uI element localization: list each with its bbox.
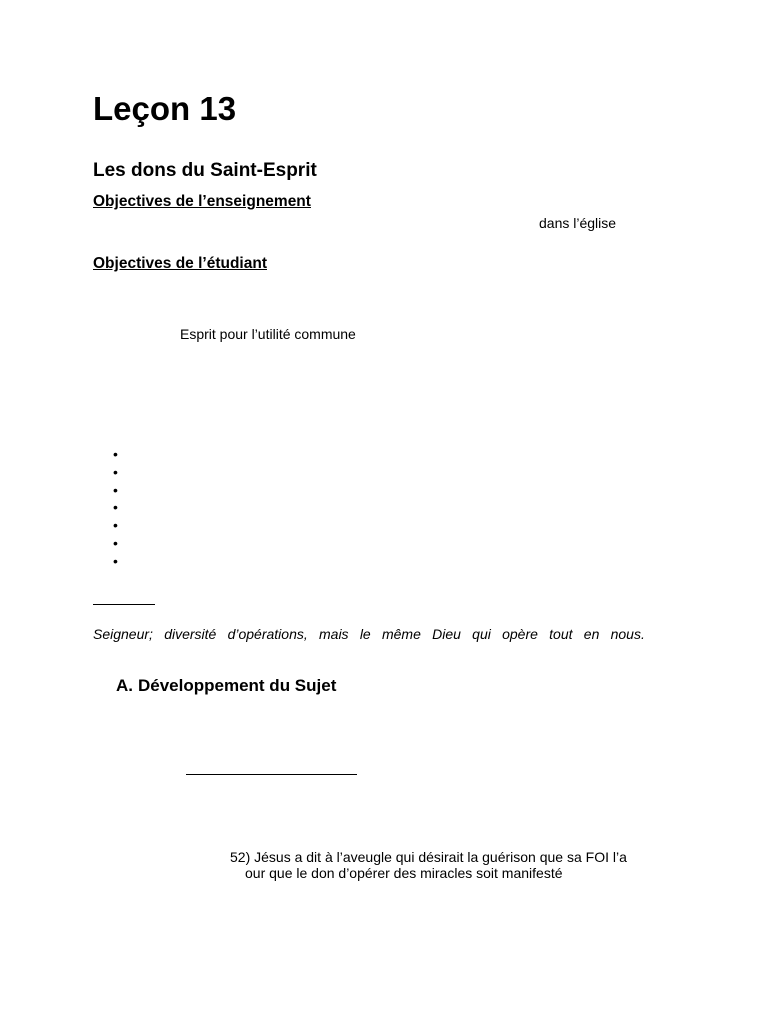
italic-word: opère: [502, 626, 538, 642]
italic-word: même: [381, 626, 421, 642]
church-text-fragment: dans l’église: [539, 215, 617, 231]
italic-word: tout: [549, 626, 573, 642]
teaching-objectives-heading: Objectives de l’enseignement: [93, 193, 311, 210]
bullet-item: [113, 553, 118, 571]
item-52-line2: our que le don d’opérer des miracles soit manifesté: [245, 865, 563, 881]
short-underline-blank: [93, 604, 155, 605]
long-underline-blank: [186, 774, 357, 775]
student-objectives-heading: Objectives de l’étudiant: [93, 255, 267, 272]
italic-word: Dieu: [432, 626, 461, 642]
italic-word: mais: [319, 626, 349, 642]
spirit-text-fragment: Esprit pour l’utilité commune: [180, 326, 356, 342]
bullet-item: [113, 535, 118, 553]
italic-word: d’opérations,: [227, 626, 308, 642]
italic-word: en: [583, 626, 600, 642]
lesson-title: Leçon 13: [93, 90, 237, 127]
italic-word: diversité: [164, 626, 217, 642]
italic-word: Seigneur;: [93, 626, 153, 642]
lesson-subtitle: Les dons du Saint-Esprit: [93, 160, 317, 181]
italic-word: nous.: [610, 626, 645, 642]
section-a-marker: A.: [116, 676, 133, 695]
italic-word: qui: [472, 626, 491, 642]
bullet-item: [113, 482, 118, 500]
section-a-heading: [116, 676, 336, 696]
bullet-item: [113, 499, 118, 517]
bullet-item: [113, 464, 118, 482]
bullet-item: [113, 446, 118, 464]
item-52-line1: 52) Jésus a dit à l’aveugle qui désirait la guérison que sa FOI l’a: [230, 849, 627, 865]
section-a-title: Développement du Sujet: [138, 676, 337, 695]
bullet-item: [113, 517, 118, 535]
italic-word: le: [359, 626, 371, 642]
bullet-list: [113, 446, 118, 571]
italic-text-line: [93, 626, 645, 642]
